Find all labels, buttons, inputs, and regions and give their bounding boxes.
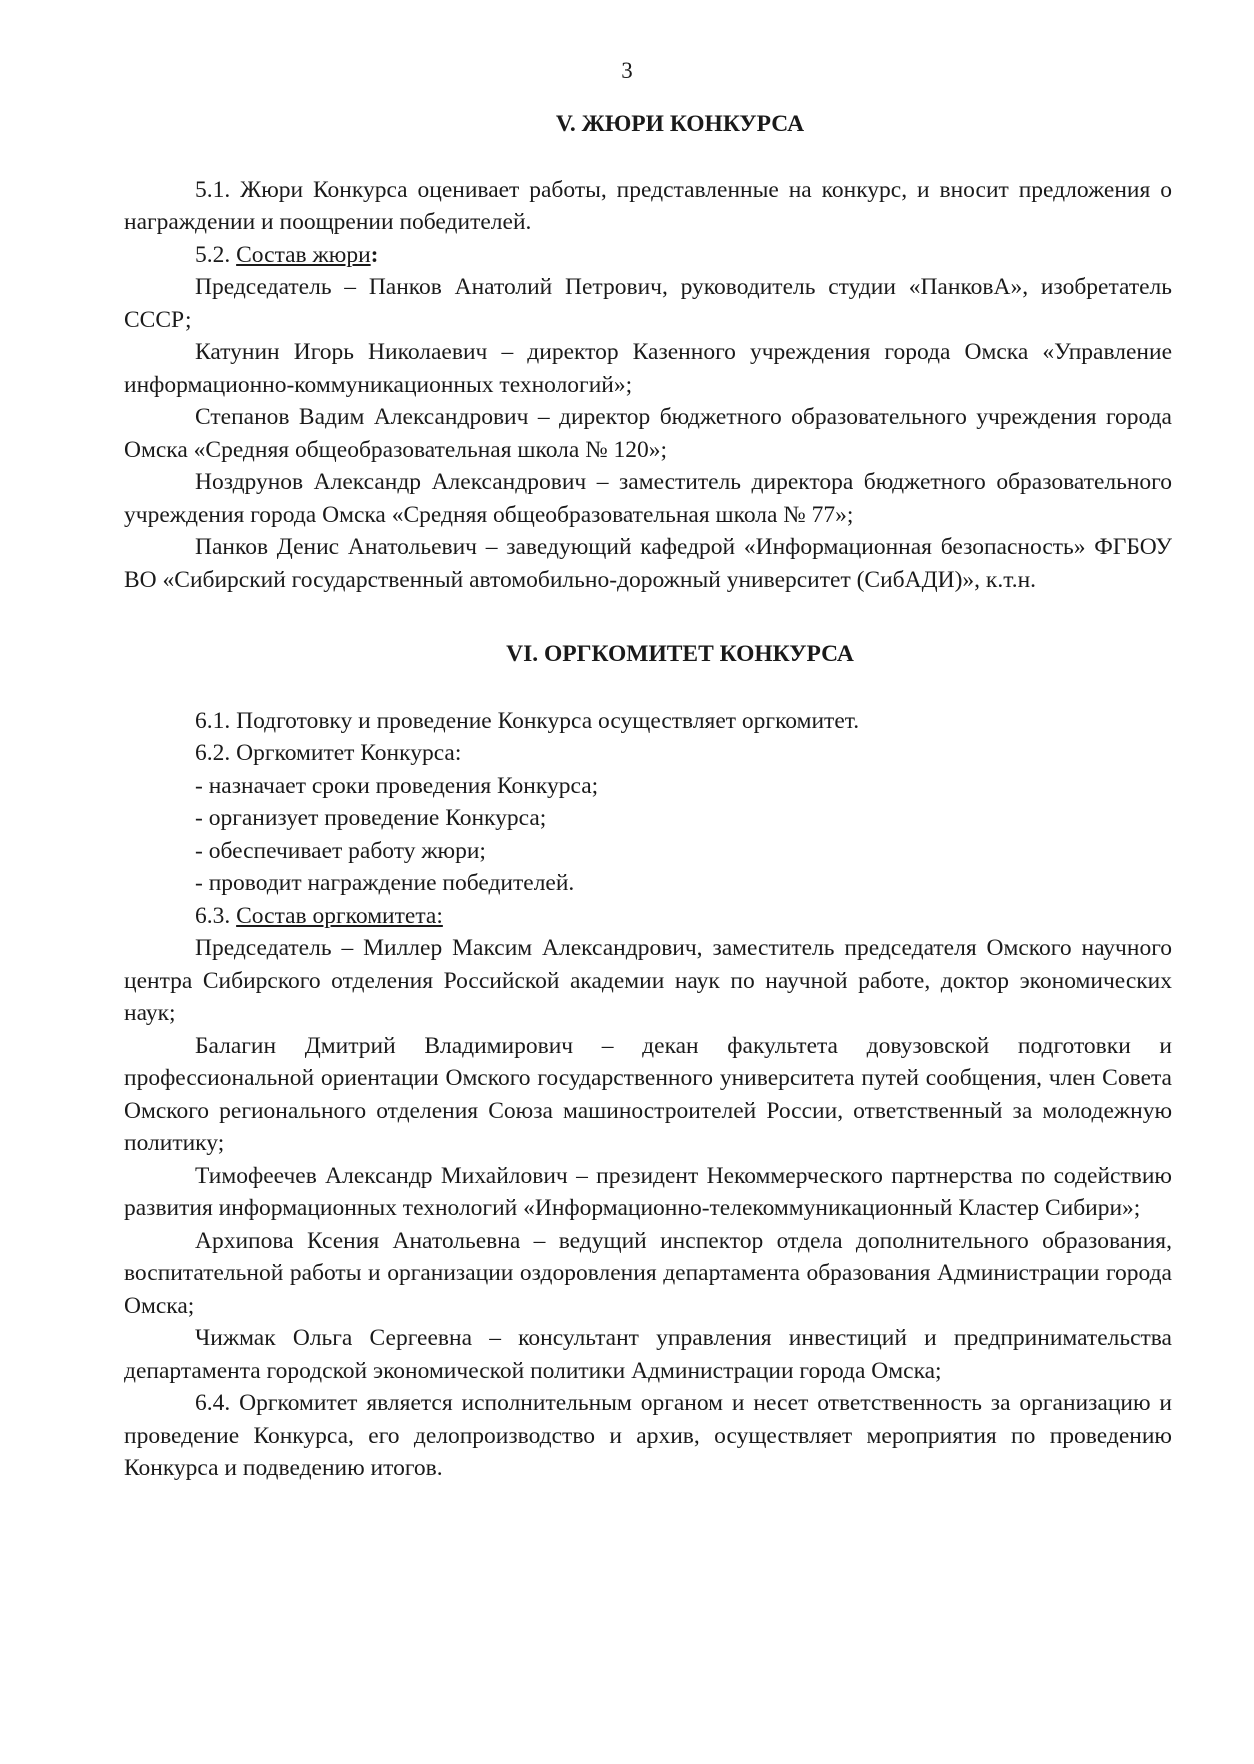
jury-member: Председатель – Панков Анатолий Петрович, руководитель студии «ПанковА», изобретатель СССР; — [124, 274, 1172, 333]
committee-member: Тимофеечев Александр Михайлович – президент Некоммерческого партнерства по содействию развития информационных технологий «Информационно-телекоммуникационный Кластер Сибири»; — [124, 1162, 1172, 1221]
committee-member: Балагин Дмитрий Владимирович – декан факультета довузовской подготовки и профессиональной ориентации Омского государственного университета путей сообщения, член Совета Омского регионального отделения Союза машиностроителей России, ответственный за молодежную политику; — [124, 1032, 1172, 1156]
paragraph-6-3 — [124, 900, 1172, 933]
paragraph-6-1: 6.1. Подготовку и проведение Конкурса осуществляет оргкомитет. — [195, 707, 860, 734]
jury-member: Панков Денис Анатольевич – заведующий кафедрой «Информационная безопасность» ФГБОУ ВО «Сибирский государственный автомобильно-дорожный университет (СибАДИ)», к.т.н. — [124, 534, 1172, 593]
paragraph-5-2-number: 5.2. — [195, 241, 237, 268]
colon: : — [370, 241, 379, 268]
paragraph-5-1: 5.1. Жюри Конкурса оценивает работы, представленные на конкурс, и вносит предложения о награждении и поощрении победителей. — [124, 176, 1172, 235]
committee-composition-label: Состав оргкомитета: — [236, 902, 443, 929]
duty-item: - проводит награждение победителей. — [195, 870, 575, 896]
section-6-title: VI. ОРГКОМИТЕТ КОНКУРСА — [506, 641, 854, 667]
section-5-title: V. ЖЮРИ КОНКУРСА — [555, 111, 805, 137]
duty-item: - организует проведение Конкурса; — [195, 805, 547, 831]
paragraph-5-2 — [124, 239, 1172, 272]
committee-member: Архипова Ксения Анатольевна – ведущий инспектор отдела дополнительного образования, воспитательной работы и организации оздоровления департамента образования Администрации города Омска; — [124, 1227, 1172, 1319]
committee-member: Чижмак Ольга Сергеевна – консультант управления инвестиций и предпринимательства департамента городской экономической политики Администрации города Омска; — [124, 1325, 1172, 1384]
paragraph-6-3-number: 6.3. — [195, 902, 237, 929]
jury-member: Ноздрунов Александр Александрович – заместитель директора бюджетного образовательного учреждения города Омска «Средняя общеобразовательная школа № 77»; — [124, 469, 1172, 528]
page-number: 3 — [621, 58, 633, 83]
duty-item: - назначает сроки проведения Конкурса; — [195, 772, 599, 799]
jury-member: Катунин Игорь Николаевич – директор Казенного учреждения города Омска «Управление информационно-коммуникационных технологий»; — [124, 339, 1172, 398]
paragraph-6-2: 6.2. Оргкомитет Конкурса: — [195, 740, 462, 766]
jury-composition-label: Состав жюри — [236, 241, 371, 268]
duty-item: - обеспечивает работу жюри; — [195, 837, 486, 864]
document-body — [124, 108, 1172, 1485]
committee-member: Председатель – Миллер Максим Александрович, заместитель председателя Омского научного центра Сибирского отделения Российской академии наук по научной работе, доктор экономических наук; — [124, 935, 1172, 1026]
jury-member: Степанов Вадим Александрович – директор бюджетного образовательного учреждения города Омска «Средняя общеобразовательная школа № 120»; — [124, 404, 1172, 463]
paragraph-6-4: 6.4. Оргкомитет является исполнительным органом и несет ответственность за организацию и проведение Конкурса, его делопроизводство и архив, осуществляет мероприятия по проведению Конкурса и подведению итогов. — [124, 1390, 1172, 1481]
